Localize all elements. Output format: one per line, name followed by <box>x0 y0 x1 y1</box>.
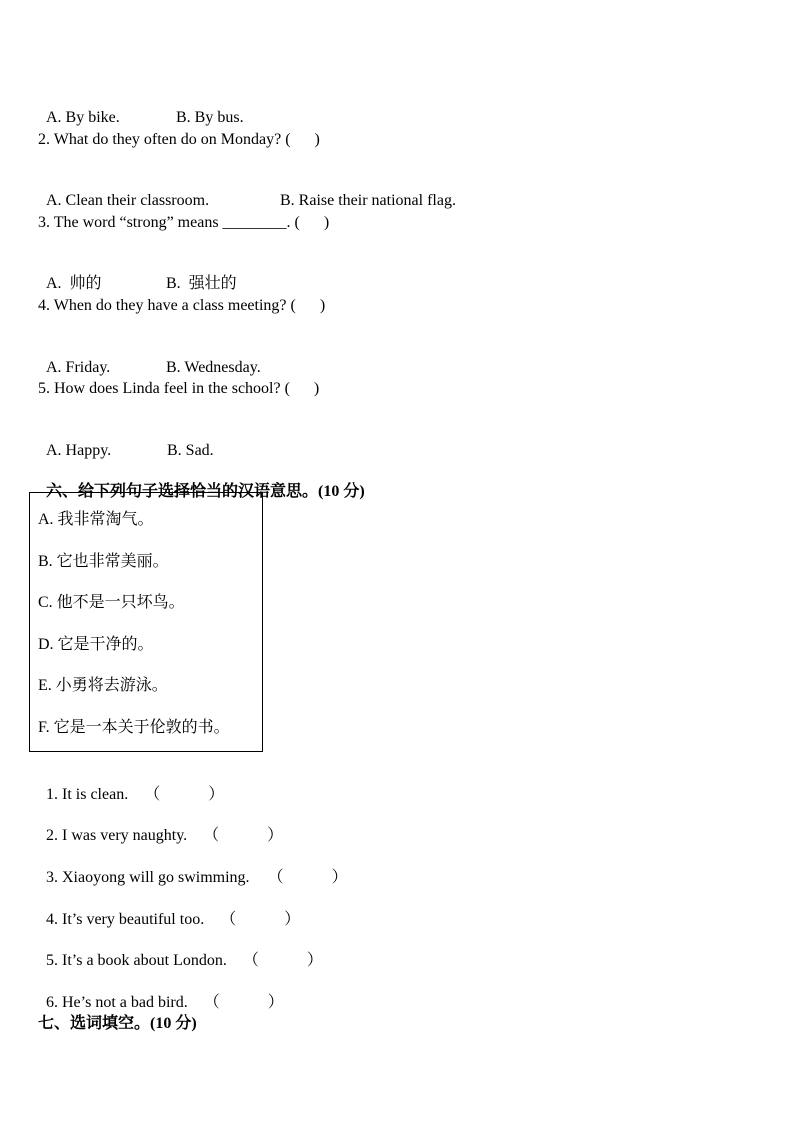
choice-f: F. 它是一本关于伦敦的书。 <box>38 719 230 736</box>
answer-options-q5 <box>38 421 214 461</box>
section-6-score: (10 分) <box>318 483 365 500</box>
option-b: B. By bus. <box>176 109 244 126</box>
choice-a: A. 我非常淘气。 <box>38 511 154 528</box>
option-a: A. Friday. <box>46 359 111 376</box>
choice-e: E. 小勇将去游泳。 <box>38 677 168 694</box>
match-item-6 <box>38 973 284 1013</box>
answer-options-q2 <box>38 171 456 211</box>
match-item-5 <box>38 931 323 971</box>
choice-c: C. 他不是一只坏鸟。 <box>38 594 185 611</box>
match-item-1 <box>38 765 224 805</box>
question-2: 2. What do they often do on Monday? ( ) <box>38 131 320 148</box>
match-item-text: 6. He’s not a bad bird. <box>46 994 188 1011</box>
match-item-text: 1. It is clean. <box>46 786 129 803</box>
option-b: B. Sad. <box>167 442 214 459</box>
option-b: B. Wednesday. <box>166 359 261 376</box>
option-a: A. 帅的 <box>46 275 102 292</box>
section-6-title: 六、给下列句子选择恰当的汉语意思。 <box>46 483 319 500</box>
option-b: B. Raise their national flag. <box>280 192 456 209</box>
option-a: A. By bike. <box>46 109 120 126</box>
match-item-3 <box>38 848 348 888</box>
answer-blank[interactable]: （ ） <box>242 952 323 969</box>
match-item-text: 2. I was very naughty. <box>46 827 188 844</box>
question-3: 3. The word “strong” means ________. ( ) <box>38 214 330 231</box>
answer-blank[interactable]: （ ） <box>267 869 348 886</box>
answer-blank[interactable]: （ ） <box>220 911 301 928</box>
match-item-text: 5. It’s a book about London. <box>46 952 227 969</box>
choice-d: D. 它是干净的。 <box>38 636 154 653</box>
answer-options-q4 <box>38 338 261 378</box>
question-5: 5. How does Linda feel in the school? ( ) <box>38 380 320 397</box>
option-b: B. 强壮的 <box>166 275 237 292</box>
choice-b: B. 它也非常美丽。 <box>38 553 169 570</box>
match-item-text: 4. It’s very beautiful too. <box>46 911 205 928</box>
answer-blank[interactable]: （ ） <box>144 786 225 803</box>
option-a: A. Clean their classroom. <box>46 192 210 209</box>
choices-box <box>29 492 263 752</box>
answer-blank[interactable]: （ ） <box>203 827 284 844</box>
match-item-text: 3. Xiaoyong will go swimming. <box>46 869 250 886</box>
answer-options-q1 <box>38 88 244 128</box>
question-4: 4. When do they have a class meeting? ( ) <box>38 297 326 314</box>
answer-options-q3 <box>38 254 237 294</box>
answer-blank[interactable]: （ ） <box>203 994 284 1011</box>
section-7-heading: 七、选词填空。(10 分) <box>38 1015 197 1032</box>
match-item-4 <box>38 890 300 930</box>
match-item-2 <box>38 806 283 846</box>
option-a: A. Happy. <box>46 442 112 459</box>
